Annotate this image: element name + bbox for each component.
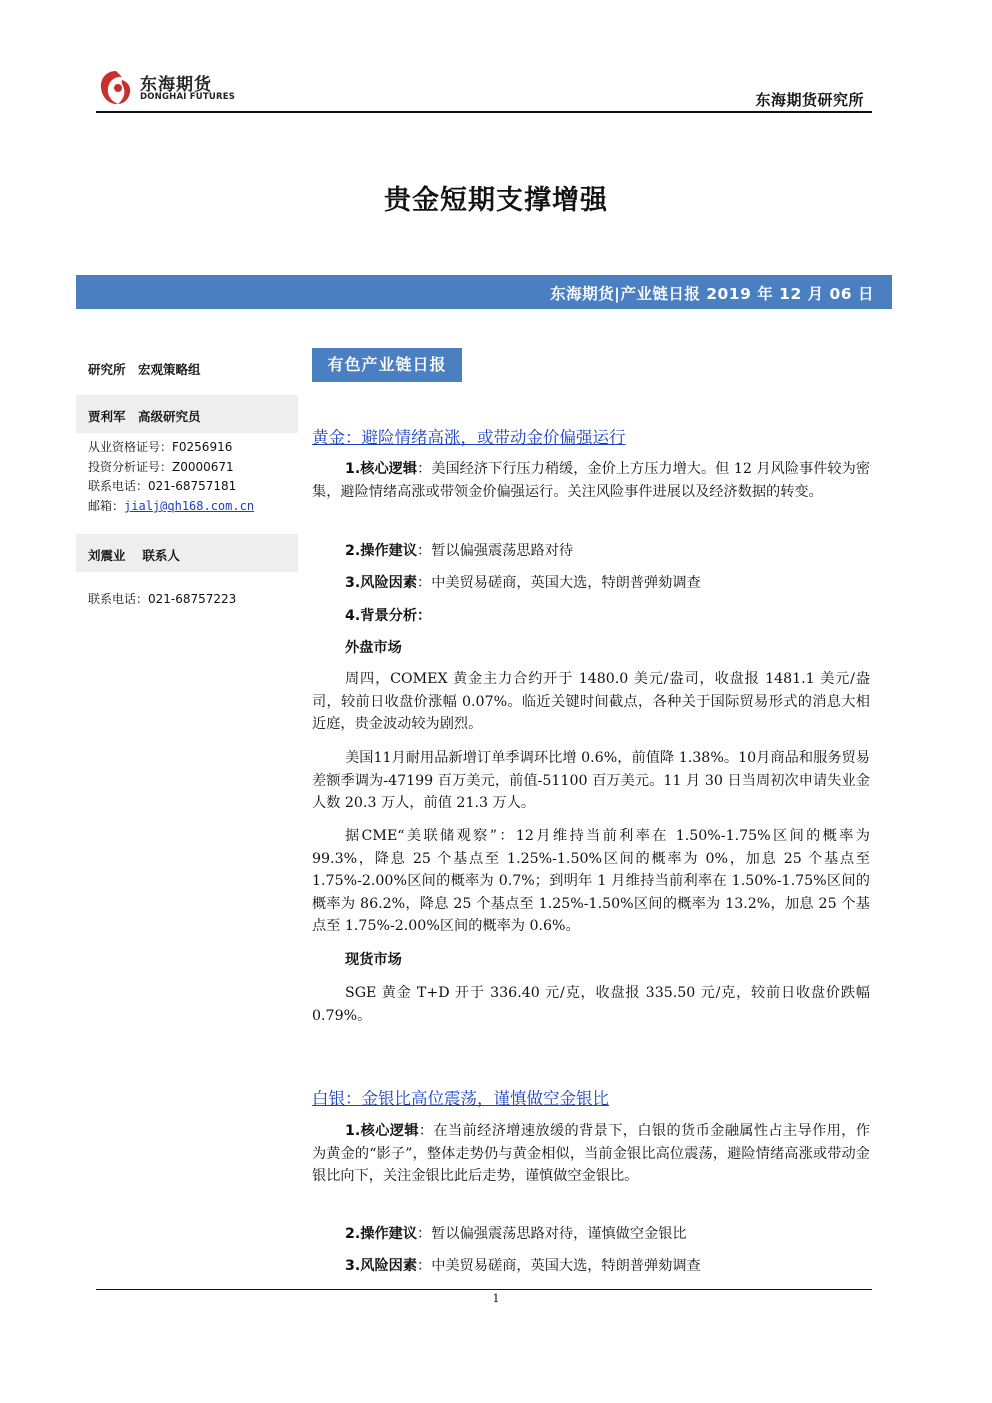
contact-band bbox=[76, 534, 298, 572]
silver-risk-label: 3.风险因素 bbox=[345, 1258, 418, 1274]
silver-heading: 白银：金银比高位震荡，谨慎做空金银比 bbox=[312, 1089, 609, 1108]
contact-phone: 联系电话：021-68757223 bbox=[88, 592, 237, 606]
gold-advice-text: ：暂以偏强震荡思路对待 bbox=[417, 543, 574, 559]
footer-divider bbox=[96, 1289, 872, 1290]
gold-core-logic bbox=[312, 458, 870, 503]
silver-logic-label: 1.核心逻辑 bbox=[345, 1123, 419, 1139]
gold-risk-text: ：中美贸易磋商，英国大选，特朗普弹劾调查 bbox=[417, 575, 701, 591]
gold-risk-label: 3.风险因素 bbox=[345, 575, 418, 591]
gold-advice-label: 2.操作建议 bbox=[345, 543, 418, 559]
silver-advice-label: 2.操作建议 bbox=[345, 1226, 418, 1242]
analyst-phone: 联系电话：021-68757181 bbox=[88, 479, 237, 493]
section-tag: 有色产业链日报 bbox=[312, 348, 462, 382]
header-divider bbox=[96, 111, 872, 113]
email-label: 邮箱： bbox=[88, 499, 125, 513]
analyst-name-title: 贾利军 高级研究员 bbox=[88, 409, 201, 424]
silver-risk bbox=[345, 1255, 701, 1275]
page-number: 1 bbox=[492, 1292, 500, 1305]
foreign-market-heading: 外盘市场 bbox=[345, 640, 402, 656]
dragon-logo-icon bbox=[96, 68, 136, 108]
contact-name-title: 刘震业 联系人 bbox=[88, 548, 180, 563]
gold-advice bbox=[345, 540, 573, 560]
logo-text-cn: 东海期货 bbox=[140, 75, 212, 95]
qualification-number: 从业资格证号：F0256916 bbox=[88, 440, 233, 454]
gold-heading: 黄金：避险情绪高涨，或带动金价偏强运行 bbox=[312, 428, 626, 447]
gold-risk bbox=[345, 572, 701, 592]
gold-paragraph-us-data: 美国11月耐用品新增订单季调环比增 0.6%，前值降 1.38%。10月商品和服务贸易差额季调为-47199 百万美元，前值-51100 百万美元。11 月 30 日当周初次申请失业金人数 20.3 万人，前值 21.3 万人。 bbox=[312, 750, 870, 811]
email-link[interactable]: jialj@qh168.com.cn bbox=[124, 499, 255, 513]
silver-risk-text: ：中美贸易磋商，英国大选，特朗普弹劾调查 bbox=[417, 1258, 701, 1274]
gold-logic-label: 1.核心逻辑 bbox=[345, 461, 418, 477]
silver-core-logic bbox=[312, 1120, 870, 1188]
donghai-logo bbox=[96, 66, 236, 110]
analyst-email-row bbox=[88, 497, 254, 514]
gold-paragraph-sge: SGE 黄金 T+D 开于 336.40 元/克，收盘报 335.50 元/克，较前日收盘价跌幅 0.79%。 bbox=[312, 985, 870, 1024]
silver-logic-text: ：在当前经济增速放缓的背景下，白银的货币金融属性占主导作用，作为黄金的“影子”，整体走势仍与黄金相似，当前金银比高位震荡，避险情绪高涨或带动金银比向下，关注金银比此后走势，谨慎做空金银比。 bbox=[312, 1123, 870, 1184]
gold-paragraph-cme-watch: 据CME“美联储观察”：12月维持当前利率在 1.50%-1.75%区间的概率为 99.3%，降息 25 个基点至 1.25%-1.50%区间的概率为 0%，加息 25 个基点至 1.75%-2.00%区间的概率为 0.7%；到明年 1 月维持当前利率在 1.50%-1.75%区间的概率为 86.2%，降息 25 个基点至 1.25%-1.50%区间的概率为 13.2%，加息 25 个基点至 1.75%-2.00%区间的概率为 0.6%。 bbox=[312, 828, 870, 934]
gold-background-label: 4.背景分析： bbox=[345, 608, 432, 624]
header-organization: 东海期货研究所 bbox=[755, 91, 864, 109]
analyst-band bbox=[76, 395, 298, 433]
banner-text: 东海期货|产业链日报 2019 年 12 月 06 日 bbox=[550, 285, 874, 303]
investment-cert-number: 投资分析证号：Z0000671 bbox=[88, 460, 234, 474]
logo-text-en: DONGHAI FUTURES bbox=[140, 92, 236, 102]
document-title: 贵金短期支撑增强 bbox=[384, 185, 608, 216]
gold-paragraph-comex: 周四，COMEX 黄金主力合约开于 1480.0 美元/盎司，收盘报 1481.1 美元/盎司，较前日收盘价涨幅 0.07%。临近关键时间截点，各种关于国际贸易形式的消息大相近庭，贵金波动较为剧烈。 bbox=[312, 671, 870, 732]
report-banner bbox=[76, 275, 892, 309]
silver-advice bbox=[345, 1223, 687, 1243]
sidebar-department: 研究所 宏观策略组 bbox=[88, 362, 201, 377]
gold-logic-text: ：美国经济下行压力稍缓，金价上方压力增大。但 12 月风险事件较为密集，避险情绪高涨或带领金价偏强运行。关注风险事件进展以及经济数据的转变。 bbox=[312, 461, 871, 500]
spot-market-heading: 现货市场 bbox=[345, 952, 402, 968]
silver-advice-text: ：暂以偏强震荡思路对待，谨慎做空金银比 bbox=[417, 1226, 687, 1242]
